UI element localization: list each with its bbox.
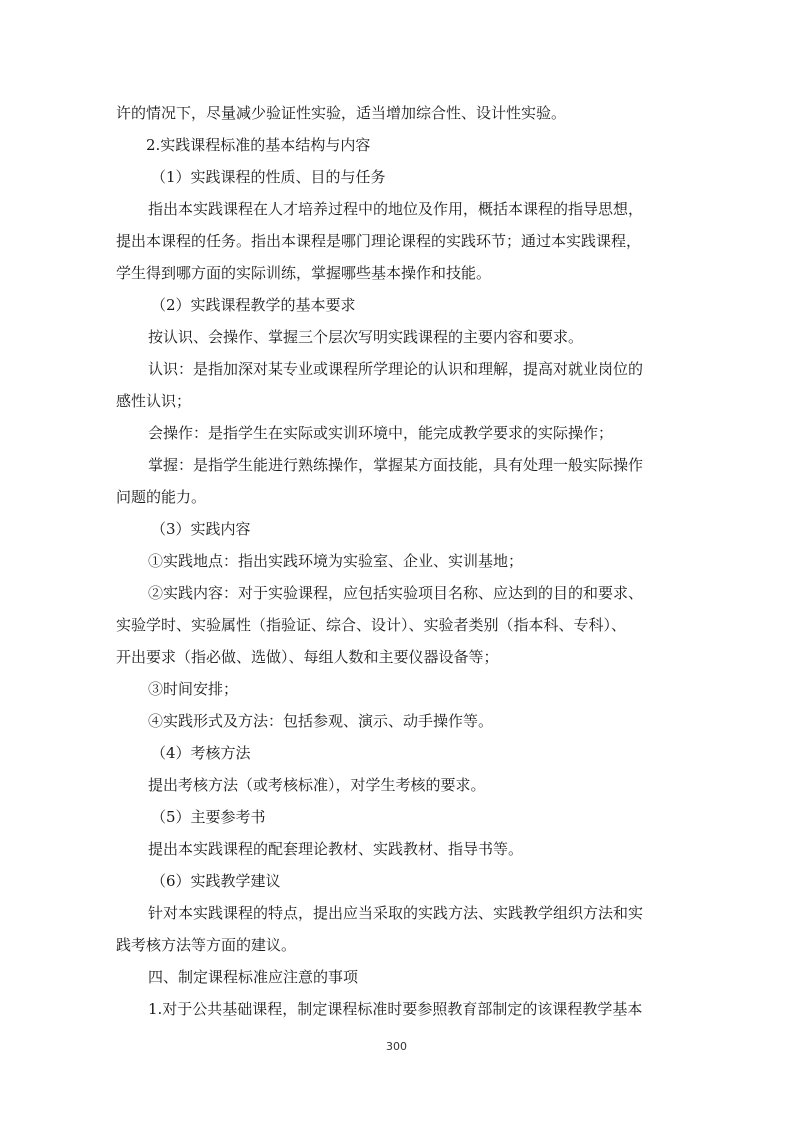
text-line: ④实践形式及方法：包括参观、演示、动手操作等。 [148, 712, 494, 730]
text-line: （5）主要参考书 [151, 808, 266, 826]
page-number: 300 [386, 1040, 407, 1053]
text-line: 提出本实践课程的配套理论教材、实践教材、指导书等。 [148, 840, 524, 858]
text-line: 提出本课程的任务。指出本课程是哪门理论课程的实践环节；通过本实践课程， [116, 232, 642, 250]
text-line: 认识：是指加深对某专业或课程所学理论的认识和理解，提高对就业岗位的 [148, 360, 644, 378]
text-line: 感性认识； [116, 392, 192, 410]
text-line: ③时间安排； [148, 680, 239, 698]
text-line: （1）实践课程的性质、目的与任务 [151, 168, 386, 186]
text-line: 提出考核方法（或考核标准），对学生考核的要求。 [148, 776, 486, 794]
text-line: 1.对于公共基础课程，制定课程标准时要参照教育部制定的该课程教学基本 [148, 1000, 643, 1018]
text-line: 指出本实践课程在人才培养过程中的地位及作用，概括本课程的指导思想， [148, 200, 644, 218]
text-line: 四、制定课程标准应注意的事项 [148, 968, 359, 986]
text-line: 2.实践课程标准的基本结构与内容 [146, 136, 371, 154]
text-line: 许的情况下，尽量减少验证性实验，适当增加综合性、设计性实验。 [116, 104, 567, 122]
text-line: 问题的能力。 [116, 488, 207, 506]
text-line: （6）实践教学建议 [151, 872, 281, 890]
text-line: 按认识、会操作、掌握三个层次写明实践课程的主要内容和要求。 [148, 328, 584, 346]
text-line: 会操作：是指学生在实际或实训环境中，能完成教学要求的实际操作； [148, 424, 614, 442]
text-line: （3）实践内容 [151, 520, 251, 538]
text-line: （2）实践课程教学的基本要求 [151, 296, 356, 314]
text-line: 实验学时、实验属性（指验证、综合、设计）、实验者类别（指本科、专科）、 [116, 616, 627, 634]
text-line: 掌握：是指学生能进行熟练操作，掌握某方面技能，具有处理一般实际操作 [148, 456, 644, 474]
text-line: （4）考核方法 [151, 744, 251, 762]
text-line: ①实践地点：指出实践环境为实验室、企业、实训基地； [148, 552, 524, 570]
text-line: 针对本实践课程的特点，提出应当采取的实践方法、实践教学组织方法和实 [148, 904, 644, 922]
text-line: 践考核方法等方面的建议。 [116, 936, 297, 954]
text-line: 开出要求（指必做、选做）、每组人数和主要仪器设备等； [116, 648, 499, 666]
text-line: ②实践内容：对于实验课程，应包括实验项目名称、应达到的目的和要求、 [148, 584, 644, 602]
text-line: 学生得到哪方面的实际训练，掌握哪些基本操作和技能。 [116, 264, 492, 282]
